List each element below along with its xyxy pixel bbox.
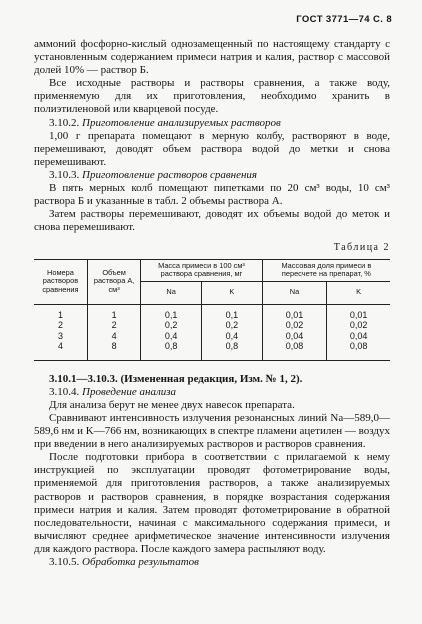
column-header: K xyxy=(201,281,262,304)
section-number: 3.10.5. xyxy=(49,556,80,568)
table-cell: 0,1 xyxy=(201,304,262,320)
table-cell: 0,02 xyxy=(327,320,390,331)
table-cell: 0,01 xyxy=(327,304,390,320)
column-header: Na xyxy=(141,281,202,304)
table-cell: 0,08 xyxy=(262,341,327,360)
table-cell: 8 xyxy=(87,341,140,360)
section-number: 3.10.2. xyxy=(49,116,80,129)
column-header: Номера растворов сравнения xyxy=(34,259,87,304)
table-cell: 0,01 xyxy=(262,304,327,320)
paragraph: Для анализа берут не менее двух навесок препарата. xyxy=(49,398,295,411)
table-row xyxy=(34,304,390,320)
table-cell: 0,8 xyxy=(141,341,202,360)
revision-note xyxy=(34,373,390,386)
paragraph: Все исходные растворы и растворы сравнения, а также воду, применяемую для их приготовления, необходимо хранить в полиэтиленовой или кварцевой посуде. xyxy=(34,77,390,116)
table-cell: 2 xyxy=(87,320,140,331)
column-group-header: Массовая доля примеси в пересчете на препарат, % xyxy=(262,259,390,281)
table-row xyxy=(34,331,390,342)
table-cell: 2 xyxy=(34,320,87,331)
paragraph: 1,00 г препарата помещают в мерную колбу, растворяют в воде, перемешивают, доводят объем раствора водой до метки и снова перемешивают. xyxy=(34,129,390,168)
section-heading-3-10-5 xyxy=(34,556,390,569)
table-cell: 0,04 xyxy=(327,331,390,342)
column-header: Na xyxy=(262,281,327,304)
column-group-header: Масса примеси в 100 см³ раствора сравнения, мг xyxy=(141,259,262,281)
section-number: 3.10.3. xyxy=(49,168,80,181)
table-caption: Таблица 2 xyxy=(333,242,390,254)
table-cell: 0,04 xyxy=(262,331,327,342)
table-cell: 4 xyxy=(87,331,140,342)
paragraph: аммоний фосфорно-кислый однозамещенный по настоящему стандарту с установленным содержанием примеси натрия и калия, раствор с массовой долей 10% — раствор Б. xyxy=(34,38,390,77)
table-cell: 4 xyxy=(34,341,87,360)
table-cell: 0,8 xyxy=(201,341,262,360)
table-cell: 0,02 xyxy=(262,320,327,331)
table-cell: 0,4 xyxy=(201,331,262,342)
paragraph: Затем растворы перемешивают, доводят их объемы водой до меток и снова перемешивают. xyxy=(34,208,390,234)
paragraph: В пять мерных колб помещают пипетками по 20 см³ воды, 10 см³ раствора Б и указанные в табл. 2 объемы раствора А. xyxy=(34,182,390,208)
table-cell: 0,2 xyxy=(201,320,262,331)
section-title: Приготовление растворов сравнения xyxy=(82,168,258,181)
table-cell: 0,4 xyxy=(141,331,202,342)
table-cell: 0,2 xyxy=(141,320,202,331)
section-heading-3-10-2 xyxy=(34,117,390,130)
table-cell: 0,08 xyxy=(327,341,390,360)
section-number: 3.10.4. xyxy=(49,385,80,398)
section-heading-3-10-3 xyxy=(34,169,390,182)
column-header: Объем раствора А, см³ xyxy=(87,259,140,304)
table-cell: 1 xyxy=(34,304,87,320)
data-table xyxy=(34,259,390,361)
table-cell: 3 xyxy=(34,331,87,342)
table-row xyxy=(34,341,390,360)
column-header: K xyxy=(327,281,390,304)
revision-number: 3.10.1—3.10.3. xyxy=(49,372,118,385)
table-row xyxy=(34,320,390,331)
section-heading-3-10-4 xyxy=(34,386,390,399)
section-title: Приготовление анализируемых растворов xyxy=(82,116,281,129)
page-content xyxy=(34,38,390,569)
section-title: Обработка результатов xyxy=(82,556,199,568)
table-cell: 0,1 xyxy=(141,304,202,320)
paragraph: Сравнивают интенсивность излучения резонансных линий Na—589,0—589,6 нм и K—766 нм, возникающих в спектре пламени ацетилен — воздух при введении в него анализируемых растворов и растворов сравнения. xyxy=(34,411,390,451)
revision-text: (Измененная редакция, Изм. № 1, 2). xyxy=(120,372,303,385)
paragraph: После подготовки прибора в соответствии с прилагаемой к нему инструкцией по эксплуатации проводят фотометрирование воды, применяемой для приготовления растворов, а также анализируемых растворов и растворов сравнения, в порядке возрастания содержания примеси натрия и калия. Затем проводят фотометрирование в обратной последовательности, начиная с максимального содержания примеси, и вычисляют среднее арифметическое значение интенсивности излучения для каждого раствора. После каждого замера распыляют воду. xyxy=(34,451,390,555)
table-cell: 1 xyxy=(87,304,140,320)
page-header: ГОСТ 3771—74 С. 8 xyxy=(296,14,392,25)
section-title: Проведение анализа xyxy=(82,385,177,398)
